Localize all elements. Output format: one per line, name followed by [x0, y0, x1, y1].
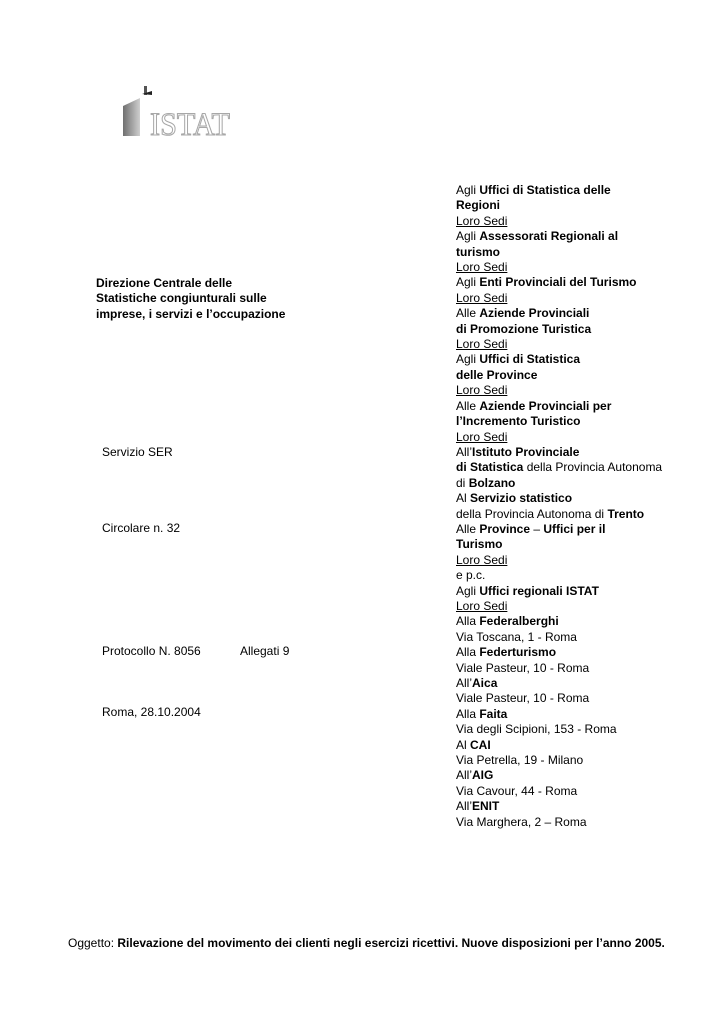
recipient-text: Uffici di Statistica	[479, 352, 581, 367]
recipient-text: Faita	[479, 706, 508, 721]
recipient-line	[456, 368, 718, 383]
recipient-text: Uffici regionali ISTAT	[479, 583, 599, 598]
recipient-text: All’	[456, 799, 473, 814]
recipient-text: –	[530, 521, 544, 536]
recipient-text: Via Toscana, 1 - Roma	[456, 629, 577, 644]
recipient-line	[456, 491, 718, 506]
recipient-line	[456, 245, 718, 260]
subject-line	[68, 936, 665, 951]
recipient-text: Uffici di Statistica delle	[479, 183, 611, 197]
recipient-text: Bolzano	[468, 475, 516, 490]
loro-sedi-text: Loro Sedi	[456, 260, 508, 275]
servizio-label: Servizio SER	[102, 445, 173, 459]
recipient-text: Turismo	[456, 537, 503, 552]
recipient-line	[456, 568, 718, 583]
recipient-text: Al	[456, 491, 471, 506]
date-place: Roma, 28.10.2004	[102, 705, 201, 719]
recipient-text: Agli	[456, 183, 480, 197]
recipient-line	[456, 614, 718, 629]
recipient-text: di Promozione Turistica	[456, 321, 592, 336]
recipient-line	[456, 691, 718, 706]
recipient-line	[456, 322, 718, 337]
loro-sedi-text: Loro Sedi	[456, 213, 508, 228]
recipient-text: Alla	[456, 645, 480, 660]
recipient-line	[456, 553, 718, 568]
recipient-line	[456, 198, 718, 213]
loro-sedi-text: Loro Sedi	[456, 383, 508, 398]
recipient-line	[456, 707, 718, 722]
recipient-line	[456, 430, 718, 445]
logo-text: ISTAT	[150, 107, 230, 138]
recipient-text: Trento	[607, 506, 645, 521]
recipient-line	[456, 753, 718, 768]
recipient-text: Agli	[456, 352, 480, 367]
recipient-text: All’	[456, 768, 473, 783]
recipient-line	[456, 522, 718, 537]
recipient-text: delle Province	[456, 367, 538, 382]
circolare-number: Circolare n. 32	[102, 521, 181, 535]
recipient-text: Aziende Provinciali	[479, 306, 590, 321]
recipient-text: della Provincia Autonoma di	[456, 506, 608, 521]
recipient-text: della Provincia Autonoma	[523, 460, 663, 475]
protocollo-number: Protocollo N. 8056	[102, 644, 201, 658]
recipient-text: di	[456, 475, 469, 490]
loro-sedi-text: Loro Sedi	[456, 290, 508, 305]
recipient-text: Agli	[456, 229, 480, 244]
subject-label: Oggetto:	[68, 936, 118, 950]
recipient-line	[456, 599, 718, 614]
recipient-text: Alle	[456, 521, 480, 536]
sender-department	[96, 276, 285, 322]
recipient-text: All’	[456, 444, 473, 459]
recipient-line	[456, 722, 718, 737]
recipient-text: Aica	[472, 676, 498, 690]
recipient-text: All’	[456, 676, 473, 690]
recipient-line	[456, 260, 718, 275]
recipient-line	[456, 306, 718, 321]
istat-logo	[118, 86, 233, 138]
recipient-text: Agli	[456, 275, 480, 290]
recipient-text: Istituto Provinciale	[472, 444, 580, 459]
recipient-line	[456, 738, 718, 753]
recipient-text: l’Incremento Turistico	[456, 414, 581, 429]
recipient-line	[456, 815, 718, 830]
recipient-line	[456, 630, 718, 645]
recipient-text: Viale Pasteur, 10 - Roma	[456, 691, 590, 706]
loro-sedi-text: Loro Sedi	[456, 337, 508, 352]
recipient-text: AIG	[472, 768, 494, 783]
loro-sedi-text: Loro Sedi	[456, 598, 508, 613]
department-line-2: Statistiche congiunturali sulle	[96, 291, 267, 306]
allegati-count: Allegati 9	[240, 644, 290, 658]
recipient-line	[456, 584, 718, 599]
recipient-line	[456, 460, 718, 475]
loro-sedi-text: Loro Sedi	[456, 552, 508, 567]
recipient-line	[456, 661, 718, 676]
recipient-line	[456, 784, 718, 799]
recipient-line	[456, 507, 718, 522]
recipient-line	[456, 414, 718, 429]
recipient-line	[456, 799, 718, 814]
recipient-text: Servizio statistico	[470, 491, 573, 506]
recipient-text: Alla	[456, 706, 480, 721]
recipient-text: Alle	[456, 306, 480, 321]
recipient-line	[456, 229, 718, 244]
recipients-list	[456, 183, 718, 830]
recipient-line	[456, 291, 718, 306]
recipient-text: turismo	[456, 244, 501, 259]
recipient-line	[456, 214, 718, 229]
recipient-text: Assessorati Regionali al	[479, 229, 619, 244]
recipient-line	[456, 183, 718, 198]
recipient-text: e p.c.	[456, 568, 486, 583]
recipient-line	[456, 768, 718, 783]
recipient-text: Agli	[456, 583, 480, 598]
recipient-text: di Statistica	[456, 460, 524, 475]
recipient-text: Viale Pasteur, 10 - Roma	[456, 660, 590, 675]
recipient-text: Via Petrella, 19 - Milano	[456, 753, 584, 768]
recipient-text: Uffici per il	[543, 521, 606, 536]
recipient-text: Federturismo	[479, 645, 557, 660]
recipient-text: CAI	[470, 737, 491, 752]
subject-text: Rilevazione del movimento dei clienti negli esercizi ricettivi. Nuove disposizioni per l’anno 2005.	[117, 936, 665, 950]
recipient-line	[456, 476, 718, 491]
recipient-line	[456, 399, 718, 414]
recipient-line	[456, 676, 718, 691]
recipient-text: Al	[456, 737, 471, 752]
recipient-text: Alle	[456, 398, 480, 413]
recipient-text: Via Cavour, 44 - Roma	[456, 783, 578, 798]
department-line-3: imprese, i servizi e l’occupazione	[96, 306, 286, 321]
recipient-text: ENIT	[472, 799, 500, 814]
recipient-line	[456, 337, 718, 352]
loro-sedi-text: Loro Sedi	[456, 429, 508, 444]
recipient-text: Via Marghera, 2 – Roma	[456, 814, 587, 829]
recipient-text: Via degli Scipioni, 153 - Roma	[456, 722, 617, 737]
recipient-text: Aziende Provinciali per	[479, 398, 612, 413]
recipient-text: Enti Provinciali del Turismo	[479, 275, 637, 290]
recipient-text: Regioni	[456, 198, 500, 213]
recipient-line	[456, 645, 718, 660]
recipient-line	[456, 445, 718, 460]
recipient-line	[456, 352, 718, 367]
recipient-text: Province	[479, 521, 531, 536]
recipient-line	[456, 275, 718, 290]
recipient-text: Federalberghi	[479, 614, 559, 629]
department-line-1: Direzione Centrale delle	[96, 276, 233, 290]
recipient-line	[456, 537, 718, 552]
recipient-text: Alla	[456, 614, 480, 629]
recipient-line	[456, 383, 718, 398]
